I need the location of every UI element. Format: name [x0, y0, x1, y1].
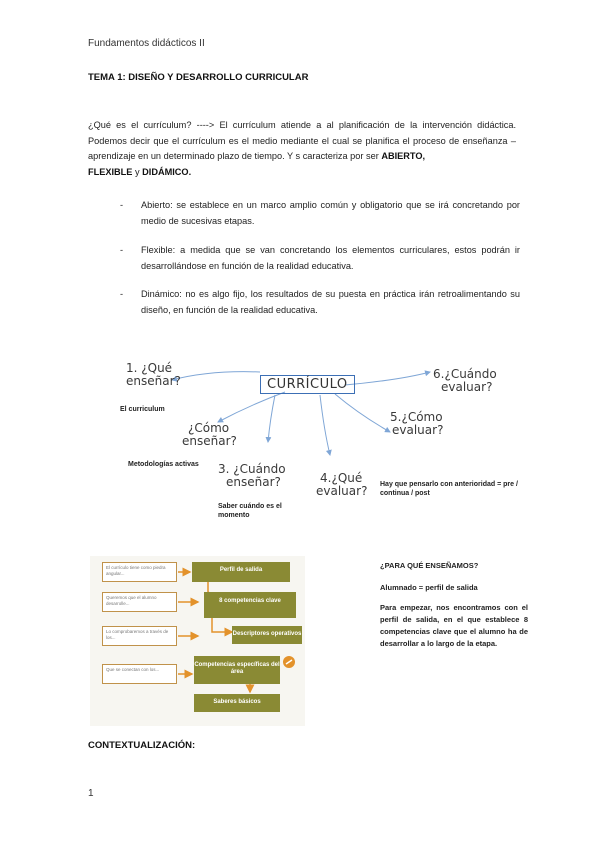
question-line: 6.¿Cuándo	[433, 367, 497, 381]
figure-left-box: Que se conectan con los...	[102, 664, 177, 684]
question-line: evaluar?	[392, 423, 444, 437]
bullet-dinamico	[120, 287, 520, 318]
competencies-figure	[90, 556, 305, 726]
arrow-q1	[172, 372, 260, 380]
box-descriptores: Descriptores operativos	[232, 626, 302, 644]
question-line: 4.¿Qué	[320, 471, 363, 485]
question-como-evaluar	[390, 411, 443, 437]
figure-left-box: El currículo tiene como piedra angular...	[102, 562, 177, 582]
page-number: 1	[88, 788, 94, 799]
intro-bold-flexible: FLEXIBLE	[88, 166, 133, 177]
figure-left-box: Lo comprobaremos a través de los...	[102, 626, 177, 646]
question-line: enseñar?	[226, 475, 281, 489]
bullet-text: Abierto: se establece en un marco amplio común y obligatorio que se irá concretando por medio de sucesivas etapas.	[141, 200, 520, 226]
box-competencias-clave: 8 competencias clave	[204, 592, 296, 618]
question-line: 5.¿Cómo	[390, 410, 443, 424]
question-line: evaluar?	[316, 484, 368, 498]
note-saber-cuando: Saber cuándo es el momento	[218, 503, 282, 519]
box-competencias-especificas: Competencias específicas del área	[194, 656, 280, 684]
side-alumnado: Alumnado = perfil de salida	[380, 583, 478, 592]
box-perfil-salida: Perfil de salida	[192, 562, 290, 582]
section-heading: CONTEXTUALIZACIÓN:	[88, 740, 196, 751]
note-pensarlo: Hay que pensarlo con anterioridad = pre / continua / post	[380, 481, 518, 497]
bullet-text: Dinámico: no es algo fijo, los resultados de su puesta en práctica irán retroalimentando su diseño, en función de la realidad educativa.	[141, 289, 520, 315]
question-cuando-ensenar	[218, 463, 286, 489]
question-line: enseñar?	[182, 434, 237, 448]
page-header: Fundamentos didácticos II	[88, 38, 205, 49]
note-metodologias: Metodologías activas	[128, 461, 199, 468]
bullet-dash: -	[120, 289, 124, 299]
note-curriculum: El curriculum	[120, 406, 165, 413]
bullet-flexible	[120, 243, 520, 274]
question-que-ensenar	[126, 362, 181, 388]
intro-bold-dinamico: DIDÁMICO.	[142, 166, 192, 177]
curriculum-node: CURRÍCULO	[260, 375, 355, 394]
arrow-q4	[320, 395, 330, 455]
bullet-text: Flexible: a medida que se van concretando los elementos curriculares, estos podrán ir desarrollándose en función de la realidad educativa.	[141, 245, 520, 271]
question-como-ensenar	[182, 422, 237, 448]
box-saberes-basicos: Saberes básicos	[194, 694, 280, 712]
bullet-abierto	[120, 198, 520, 229]
intro-connector: y	[132, 166, 143, 177]
figure-left-box: Queremos que el alumno desarrolle...	[102, 592, 177, 612]
question-que-evaluar	[316, 472, 367, 498]
question-cuando-evaluar	[433, 368, 497, 394]
side-paragraph: Para empezar, nos encontramos con el perfil de salida, en el que establece 8 competencias clave que el alumno ha de desarrollar a lo largo de la etapa.	[380, 603, 528, 648]
question-line: 1. ¿Qué	[126, 361, 173, 375]
intro-text: ¿Qué es el currículum? ----> El currículum atiende a al planificación de la intervención didáctica. Podemos decir que el currículum es el medio mediante el cual se planifica el proceso de enseñanza – aprendizaje en un determinado plazo de tiempo. Y s caracteriza por ser	[88, 120, 516, 161]
intro-paragraph	[88, 118, 516, 180]
question-line: enseñar?	[126, 374, 181, 388]
question-line: 3. ¿Cuándo	[218, 462, 286, 476]
arrow-q3	[268, 395, 275, 442]
arrow-q6	[345, 372, 430, 385]
arrow-q5	[335, 394, 390, 432]
bullet-dash: -	[120, 200, 124, 210]
bullet-dash: -	[120, 245, 124, 255]
intro-bold-abierto: ABIERTO,	[381, 151, 426, 161]
question-line: evaluar?	[441, 380, 493, 394]
side-heading: ¿PARA QUÉ ENSEÑAMOS?	[380, 561, 479, 570]
topic-title: TEMA 1: DISEÑO Y DESARROLLO CURRICULAR	[88, 72, 309, 83]
question-line: ¿Cómo	[188, 421, 230, 435]
curriculum-diagram	[100, 360, 530, 530]
